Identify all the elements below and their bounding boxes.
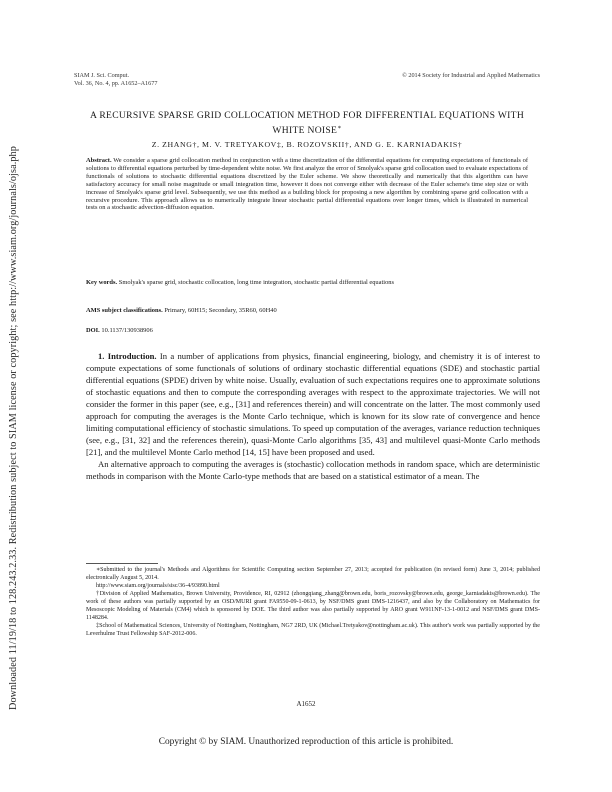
keywords-text: Smolyak's sparse grid, stochastic collocation, long time integration, stochastic partial differential equations (118, 279, 395, 286)
introduction-section (86, 351, 540, 482)
header-copyright: © 2014 Society for Industrial and Applied Mathematics (402, 72, 540, 79)
abstract (86, 157, 528, 212)
keywords (74, 279, 528, 287)
footnote-brown: †Division of Applied Mathematics, Brown University, Providence, RI, 02912 (zhongqiang_zhang@brown.edu, boris_rozovsky@brown.edu, george_karniadakis@brown.edu). The work of these authors was partially supported by an OSD/MURI grant FA9550-09-1-0613, by NSF/DMS grant DMS-1216437, and also by the Collaboratory on Mathematics for Mesoscopic Modeling of Materials (CM4) which is sponsored by DOE. The third author was also partially supported by ARO grant W911NF-13-1-0012 and NSF/DMS grant DMS-1148284. (86, 590, 540, 621)
footnote-divider (86, 563, 158, 564)
ams-label: AMS subject classifications. (86, 307, 163, 314)
ams-classification (86, 307, 528, 314)
paper-title-text: A RECURSIVE SPARSE GRID COLLOCATION METHOD FOR DIFFERENTIAL EQUATIONS WITH WHITE NOISE (89, 110, 525, 137)
doi (86, 327, 528, 334)
abstract-label: Abstract. (86, 157, 112, 164)
ams-text: Primary, 60H15; Secondary, 35R60, 60H40 (164, 307, 277, 314)
abstract-text: We consider a sparse grid collocation method in conjunction with a time discretization of the differential equations for computing expectations of functionals of solutions to differential equations perturbed by time-dependent white noise. We first analyze the error of Smolyak's sparse grid collocation used to evaluate expectations of functionals of solutions to stochastic differential equations discretized by the Euler scheme. We show theoretically and numerically that this algorithm can have satisfactory accuracy for small noise magnitude or small integration time, however it does not converge either with decrease of the Euler scheme's time step size or with increase of Smolyak's sparse grid level. Subsequently, we use this method as a building block for proposing a new algorithm by combining sparse grid collocation with a recursive procedure. This approach allows us to numerically integrate linear stochastic partial differential equations over longer times, which is illustrated in numerical tests on a stochastic advection-diffusion equation. (86, 157, 528, 212)
footnote-nottingham: ‡School of Mathematical Sciences, University of Nottingham, Nottingham, NG7 2RD, UK (Michael.Tretyakov@nottingham.ac.uk). This author's work was partially supported by the Leverhulme Trust Fellowship SAF-2012-006. (86, 622, 540, 637)
footnotes (86, 567, 540, 639)
bottom-copyright: Copyright © by SIAM. Unauthorized reproduction of this article is prohibited. (158, 737, 454, 747)
page-number: A1652 (296, 700, 316, 708)
keywords-label: Key words. (86, 279, 118, 286)
doi-label: DOI. (86, 327, 100, 334)
intro-paragraph-2: An alternative approach to computing the averages is (stochastic) collocation methods in random space, which are deterministic methods in comparison with the Monte Carlo-type methods that are based on a statistical estimator of a mean. The (86, 458, 540, 481)
author-list: Z. ZHANG†, M. V. TRETYAKOV‡, B. ROZOVSKII†, AND G. E. KARNIADAKIS† (151, 140, 463, 149)
journal-info (74, 72, 157, 89)
title-footnote-mark: ∗ (337, 125, 342, 131)
journal-volume: Vol. 36, No. 4, pp. A1652–A1677 (74, 80, 158, 88)
download-watermark: Downloaded 11/19/18 to 128.243.2.33. Redistribution subject to SIAM license or copyright; see http://www.siam.org/journals/ojsa.php (8, 146, 19, 710)
intro-paragraph-1-text: In a number of applications from physics, financial engineering, biology, and chemistry it is of interest to compute expectations of some functionals of solutions of ordinary stochastic differential equations (SDE) and stochastic partial differential equations (SPDE) driven by white noise. Usually, evaluation of such expectations requires one to approximate solutions of stochastic equations and then to compute the corresponding averages with respect to the approximate trajectories. We will not consider the former in this paper (see, e.g., [31] and references therein) and will concentrate on the latter. The most commonly used approach for computing the averages is the Monte Carlo technique, which is known for its slow rate of convergence and hence limiting computational efficiency of stochastic simulations. To speed up computation of the averages, variance reduction techniques (see, e.g., [31, 32] and the references therein), quasi-Monte Carlo algorithms [35, 43] and multilevel quasi-Monte Carlo methods [21], and the multilevel Monte Carlo method [14, 15] have been proposed and used. (86, 351, 541, 457)
section-heading: 1. Introduction. (98, 351, 157, 361)
doi-text: 10.1137/130938906 (101, 327, 153, 334)
footnote-url: http://www.siam.org/journals/sisc/36-4/93890.html (96, 582, 220, 589)
paper-title (74, 110, 540, 137)
footnote-submission: ∗Submitted to the journal's Methods and Algorithms for Scientific Computing section September 27, 2013; accepted for publication (in revised form) June 3, 2014; published electronically August 5, 2014. (86, 567, 540, 581)
intro-paragraph-1 (86, 351, 540, 459)
journal-name: SIAM J. Sci. Comput. (74, 72, 130, 79)
